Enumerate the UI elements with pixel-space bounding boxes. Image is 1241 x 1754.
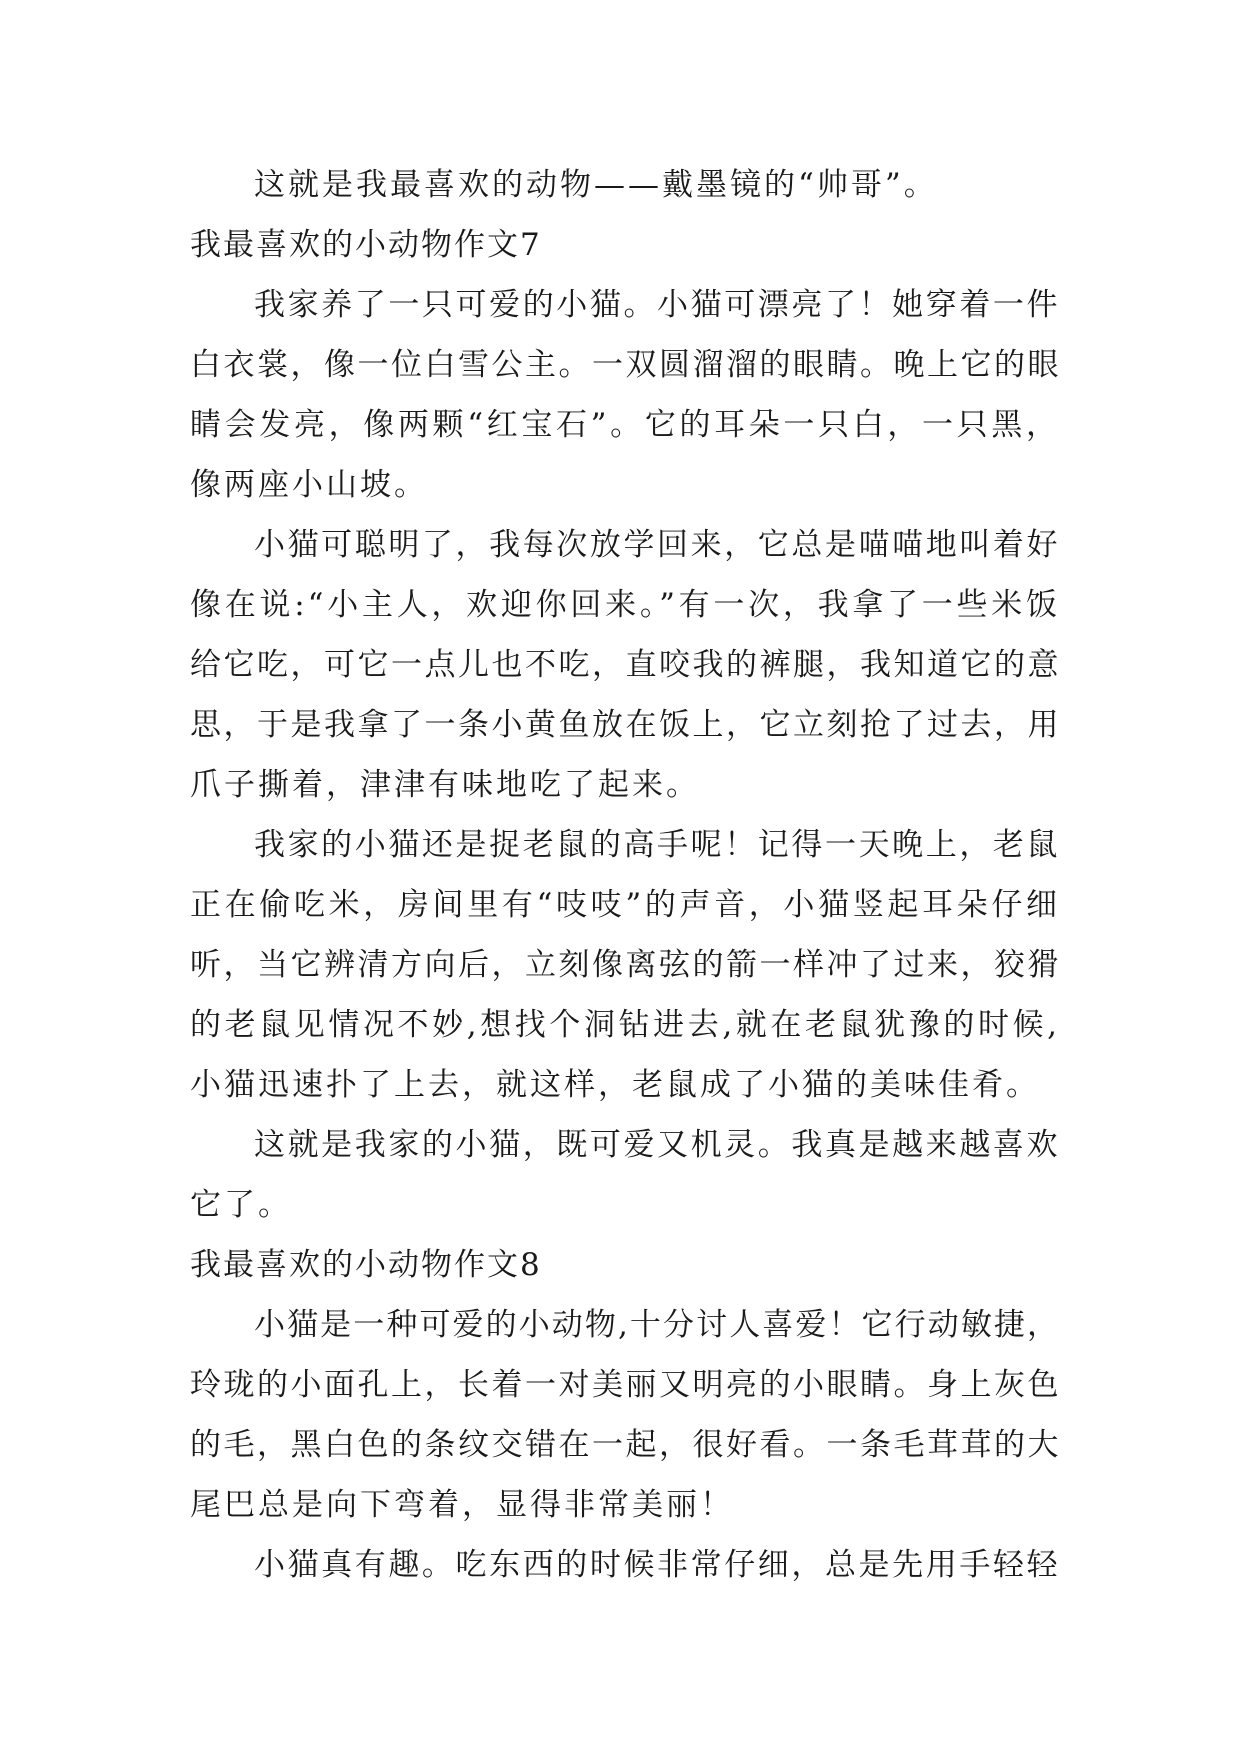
text-line: 这就是我最喜欢的动物——戴墨镜的“帅哥”。 xyxy=(254,167,938,203)
text-line: 玲珑的小面孔上，长着一对美丽又明亮的小眼睛。身上灰色 xyxy=(190,1367,1061,1403)
text-line: 像在说:“小主人，欢迎你回来。”有一次，我拿了一些米饭 xyxy=(190,587,1060,623)
text-line: 小猫是一种可爱的小动物,十分讨人喜爱！它行动敏捷， xyxy=(254,1307,1060,1343)
section-heading: 我最喜欢的小动物作文8 xyxy=(190,1247,542,1283)
text-line: 给它吃，可它一点儿也不吃，直咬我的裤腿，我知道它的意 xyxy=(190,647,1061,683)
text-line: 尾巴总是向下弯着，显得非常美丽！ xyxy=(190,1487,734,1523)
text-line: 正在偷吃米，房间里有“吱吱”的声音，小猫竖起耳朵仔细 xyxy=(190,887,1060,923)
text-line: 白衣裳，像一位白雪公主。一双圆溜溜的眼睛。晚上它的眼 xyxy=(190,347,1061,383)
text-line: 的老鼠见情况不妙,想找个洞钻进去,就在老鼠犹豫的时候, xyxy=(190,1007,1060,1043)
text-line: 爪子撕着，津津有味地吃了起来。 xyxy=(190,767,700,803)
section-heading: 我最喜欢的小动物作文7 xyxy=(190,227,542,263)
text-line: 听，当它辨清方向后，立刻像离弦的箭一样冲了过来，狡猾 xyxy=(190,947,1061,983)
text-line: 小猫迅速扑了上去，就这样，老鼠成了小猫的美味佳肴。 xyxy=(190,1067,1040,1103)
text-line: 它了。 xyxy=(190,1187,292,1223)
text-line: 小猫真有趣。吃东西的时候非常仔细，总是先用手轻轻 xyxy=(254,1547,1060,1583)
text-line: 这就是我家的小猫，既可爱又机灵。我真是越来越喜欢 xyxy=(254,1127,1060,1163)
text-line: 我家养了一只可爱的小猫。小猫可漂亮了！她穿着一件 xyxy=(254,287,1060,323)
document-body xyxy=(190,155,1060,1595)
text-line: 小猫可聪明了，我每次放学回来，它总是喵喵地叫着好 xyxy=(254,527,1060,563)
text-line: 思，于是我拿了一条小黄鱼放在饭上，它立刻抢了过去，用 xyxy=(190,707,1061,743)
text-line: 睛会发亮，像两颗“红宝石”。它的耳朵一只白，一只黑， xyxy=(190,407,1060,443)
text-line: 我家的小猫还是捉老鼠的高手呢！记得一天晚上，老鼠 xyxy=(254,827,1060,863)
text-line: 像两座小山坡。 xyxy=(190,467,428,503)
text-line: 的毛，黑白色的条纹交错在一起，很好看。一条毛茸茸的大 xyxy=(190,1427,1061,1463)
